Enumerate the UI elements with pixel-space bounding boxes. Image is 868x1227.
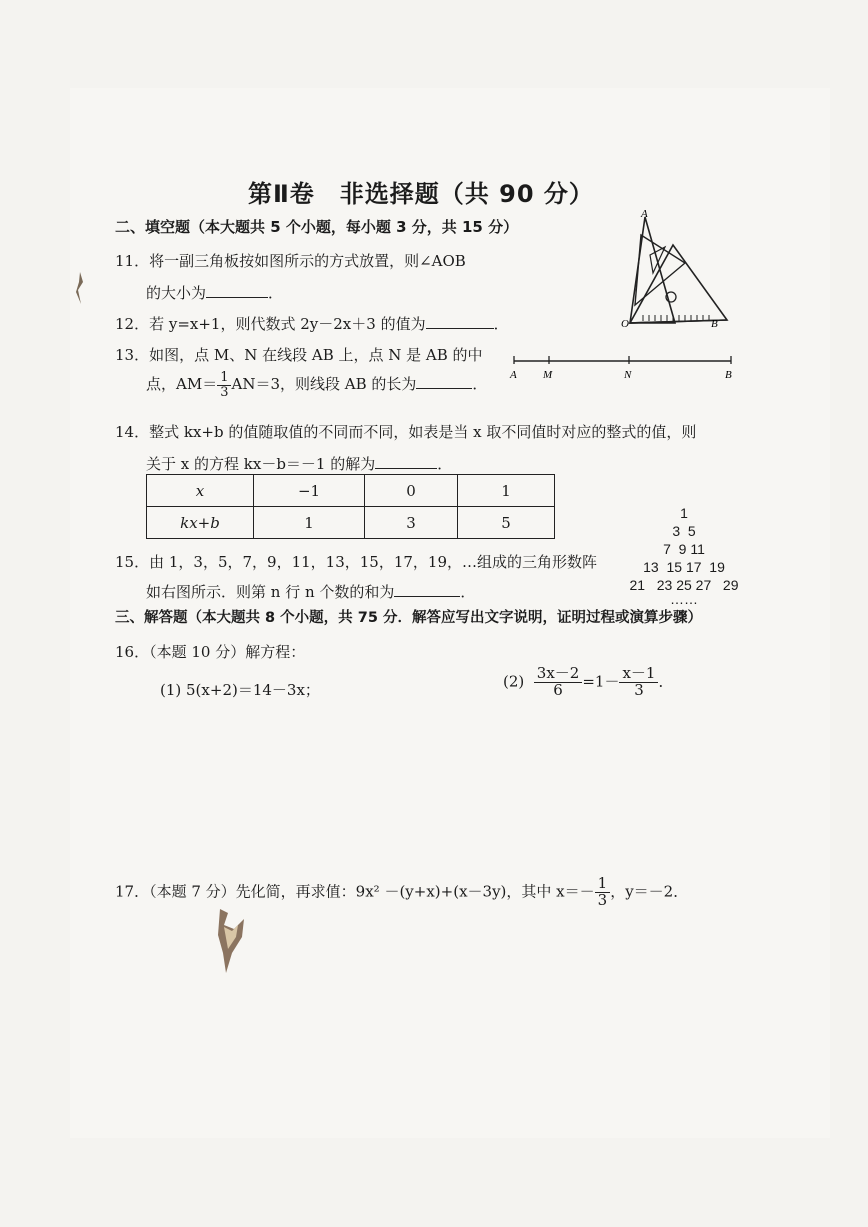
table-row <box>147 475 555 507</box>
question-12: 12．若 y=x+1，则代数式 2y－2x＋3 的值为 ． <box>115 315 509 333</box>
fraction: $\frac{3x-2}{6}$ <box>534 666 583 699</box>
question-17 <box>115 876 688 909</box>
question-17-text-a: 17．（本题 7 分）先化简，再求值：9x² －(y+x)+(x－3y)，其中 x＝－ <box>115 882 595 901</box>
paper-tear-mark <box>72 270 86 306</box>
section-solve-heading: 三、解答题（本大题共 8 个小题，共 75 分．解答应写出文字说明，证明过程或演算步骤） <box>115 610 702 626</box>
question-16-part1: (1) 5(x+2)＝14－3x； <box>160 681 320 699</box>
question-13-text-a: 点，AM＝ <box>146 375 218 394</box>
point-label-a: A <box>641 208 648 220</box>
question-17-text-b: ，y＝－2． <box>610 882 689 901</box>
segment-label-a: A <box>510 369 517 380</box>
table-cell: x <box>147 475 254 507</box>
question-11-text: 的大小为 <box>146 284 207 302</box>
table-cell: 1 <box>254 507 365 539</box>
question-15-text: 如右图所示．则第 n 行 n 个数的和为 <box>146 583 395 601</box>
segment-figure <box>508 350 740 380</box>
answer-blank <box>375 467 437 469</box>
table-cell: −1 <box>254 475 365 507</box>
question-12-text: 12．若 y=x+1，则代数式 2y－2x＋3 的值为 <box>115 315 426 333</box>
segment-label-n: N <box>624 369 632 380</box>
table-cell: kx+b <box>147 507 254 539</box>
set-square-2 <box>630 245 727 323</box>
point-label-o: O <box>621 318 629 330</box>
array-row: 1 <box>680 505 688 521</box>
question-15-line1: 15．由 1，3，5，7，9，11，13，15，17，19，…组成的三角形数阵 <box>115 553 598 571</box>
question-16-heading: 16．（本题 10 分）解方程： <box>115 643 306 661</box>
array-row: 21 23 25 27 29 <box>629 577 739 593</box>
array-row: 13 15 17 19 <box>643 559 725 575</box>
answer-blank <box>206 296 268 298</box>
segment-label-b: B <box>725 369 732 380</box>
answer-blank <box>394 595 460 597</box>
triangular-number-array <box>624 504 744 607</box>
paper-tear-mark <box>214 905 250 977</box>
question-15-line2: 如右图所示．则第 n 行 n 个数的和为 ． <box>146 583 476 601</box>
question-13-line2: 点，AM＝ $\frac{1}{3}$ AN＝3，则线段 AB 的长为 ． <box>146 370 488 400</box>
value-table <box>146 474 555 539</box>
question-16-part2: (2) $\frac{3x-2}{6}$ =1－ $\frac{x-1}{3}$ ． <box>503 664 674 699</box>
point-label-b: B <box>711 318 718 330</box>
question-14-line1: 14．整式 kx+b 的值随取值的不同而不同，如表是当 x 取不同值时对应的整式的值，则 <box>115 423 697 441</box>
array-row: 7 9 11 <box>663 541 705 557</box>
answer-blank <box>426 327 494 329</box>
table-cell: 3 <box>365 507 458 539</box>
table-cell: 5 <box>458 507 555 539</box>
table-row <box>147 507 555 539</box>
question-11-line1: 11．将一副三角板按如图所示的方式放置，则∠AOB <box>115 252 466 270</box>
question-13-text-b: AN＝3，则线段 AB 的长为 <box>231 375 417 394</box>
triangle-rulers-figure <box>615 205 735 330</box>
page-title: 第Ⅱ卷 非选择题（共 90 分） <box>248 180 594 208</box>
question-14-text: 关于 x 的方程 kx－b＝－1 的解为 <box>146 455 376 473</box>
section-fill-in-heading: 二、填空题（本大题共 5 个小题，每小题 3 分，共 15 分） <box>115 218 519 236</box>
array-row: 3 5 <box>672 523 696 539</box>
table-cell: 0 <box>365 475 458 507</box>
array-row: …… <box>670 591 698 607</box>
question-13-line1: 13．如图，点 M、N 在线段 AB 上，点 N 是 AB 的中 <box>115 346 483 364</box>
fraction: $\frac{1}{3}$ <box>595 876 611 909</box>
answer-blank <box>416 387 472 389</box>
fraction: $\frac{x-1}{3}$ <box>619 666 658 699</box>
fraction-one-third: $\frac{1}{3}$ <box>217 371 231 399</box>
question-11-line2: 的大小为 ． <box>146 284 284 302</box>
segment-label-m: M <box>543 369 553 380</box>
question-14-line2: 关于 x 的方程 kx－b＝－1 的解为 ． <box>146 455 453 473</box>
table-cell: 1 <box>458 475 555 507</box>
